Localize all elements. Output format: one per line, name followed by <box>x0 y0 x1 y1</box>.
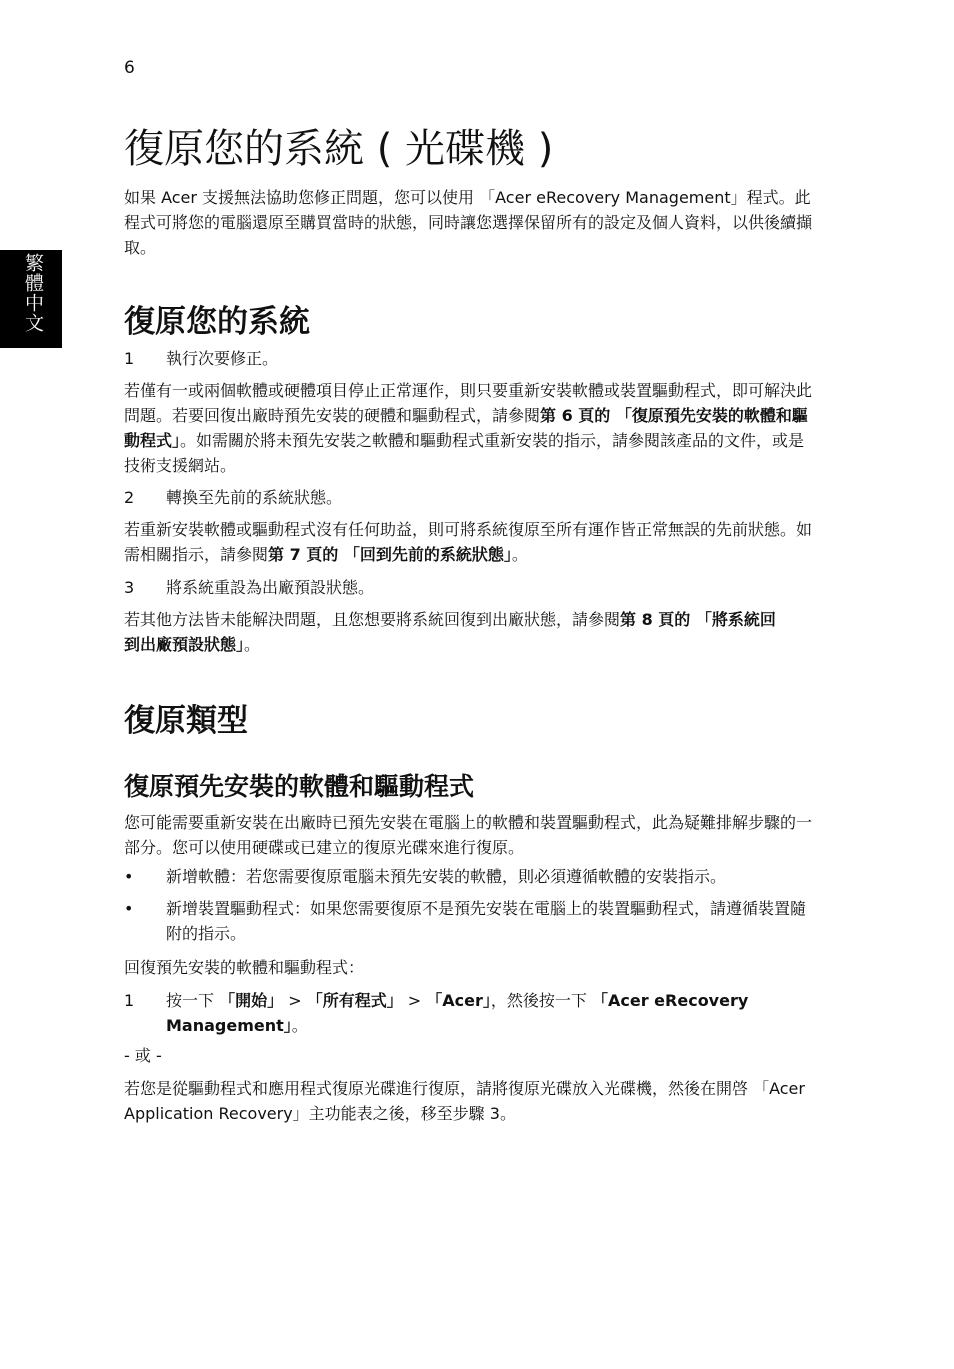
language-tab-label: 繁體中文 <box>22 253 44 333</box>
step-3 <box>124 575 814 600</box>
step-number: 2 <box>124 488 135 507</box>
menu-acer: 「Acer」 <box>426 991 491 1010</box>
step-number: 3 <box>124 578 135 597</box>
step-2 <box>124 485 814 510</box>
bullet-marker: • <box>124 867 134 886</box>
language-tab <box>0 250 62 348</box>
paragraph-factory-reset: 若其他方法皆未能解決問題，且您想要將系統回復到出廠狀態，請參閱第 8 頁的 「將系統回到出廠預設狀態」。 <box>124 610 776 654</box>
step-text: 按一下 「開始」 > 「所有程式」 > 「Acer」，然後按一下 「Acer eRecovery Management」。 <box>166 991 749 1035</box>
intro-paragraph: 如果 Acer 支援無法協助您修正問題，您可以使用 「Acer eRecovery Management」程式。此程式可將您的電腦還原至購買當時的狀態，同時讓您選擇保留所有的設定及個人資料，以供後續擷取。 <box>124 188 813 257</box>
paragraph-minor-fix: 若僅有一或兩個軟體或硬體項目停止正常運作，則只要重新安裝軟體或裝置驅動程式，即可解決此問題。若要回復出廠時預先安裝的硬體和驅動程式，請參閱第 6 頁的 「復原預先安裝的軟體和驅動程式」。如需關於將未預先安裝之軟體和驅動程式重新安裝的指示，請參閱該產品的文件，或是技術支援網站。 <box>124 381 813 475</box>
step-text: 轉換至先前的系統狀態。 <box>166 488 343 507</box>
section-heading-recovery-types: 復原類型 <box>124 703 248 739</box>
bullet-new-driver <box>124 896 814 946</box>
menu-start: 「開始」 <box>219 991 284 1010</box>
cross-reference-link[interactable]: 第 8 頁的 「將系統回到出廠預設狀態」 <box>124 610 776 654</box>
procedure-step-1 <box>124 988 814 1038</box>
step-text: 執行次要修正。 <box>166 349 279 368</box>
cross-reference-link[interactable]: 第 6 頁的 「復原預先安裝的軟體和驅動程式」 <box>124 406 808 450</box>
paragraph-previous-state: 若重新安裝軟體或驅動程式沒有任何助益，則可將系統復原至所有運作皆正常無誤的先前狀態。如需相關指示，請參閱第 7 頁的 「回到先前的系統狀態」。 <box>124 520 813 564</box>
paragraph-restore-procedure: 回復預先安裝的軟體和驅動程式： <box>124 958 365 977</box>
menu-all-programs: 「所有程式」 <box>306 991 403 1010</box>
or-separator: - 或 - <box>124 1046 162 1065</box>
page-number: 6 <box>124 58 135 78</box>
bullet-text: 新增裝置驅動程式：如果您需要復原不是預先安裝在電腦上的裝置驅動程式，請遵循裝置隨附的指示。 <box>166 899 807 943</box>
bullet-text: 新增軟體：若您需要復原電腦未預先安裝的軟體，則必須遵循軟體的安裝指示。 <box>166 867 727 886</box>
paragraph-disc-recovery: 若您是從驅動程式和應用程式復原光碟進行復原，請將復原光碟放入光碟機，然後在開啓 「Acer Application Recovery」主功能表之後，移至步驟 3。 <box>124 1079 805 1123</box>
section-heading-restore-system: 復原您的系統 <box>124 304 310 340</box>
subheading-restore-preinstalled: 復原預先安裝的軟體和驅動程式 <box>124 772 475 801</box>
page-title: 復原您的系統 ( 光碟機 ) <box>124 126 554 172</box>
paragraph-reinstall-intro: 您可能需要重新安裝在出廠時已預先安裝在電腦上的軟體和裝置驅動程式，此為疑難排解步驟的一部分。您可以使用硬碟或已建立的復原光碟來進行復原。 <box>124 813 813 857</box>
step-number: 1 <box>124 349 135 368</box>
cross-reference-link[interactable]: 第 7 頁的 「回到先前的系統狀態」 <box>268 545 512 564</box>
step-1 <box>124 346 814 371</box>
step-number: 1 <box>124 991 135 1010</box>
menu-acer-erecovery: 「Acer eRecovery Management」 <box>166 991 749 1035</box>
bullet-marker: • <box>124 899 134 918</box>
step-text: 將系統重設為出廠預設狀態。 <box>166 578 375 597</box>
bullet-new-software <box>124 864 814 889</box>
